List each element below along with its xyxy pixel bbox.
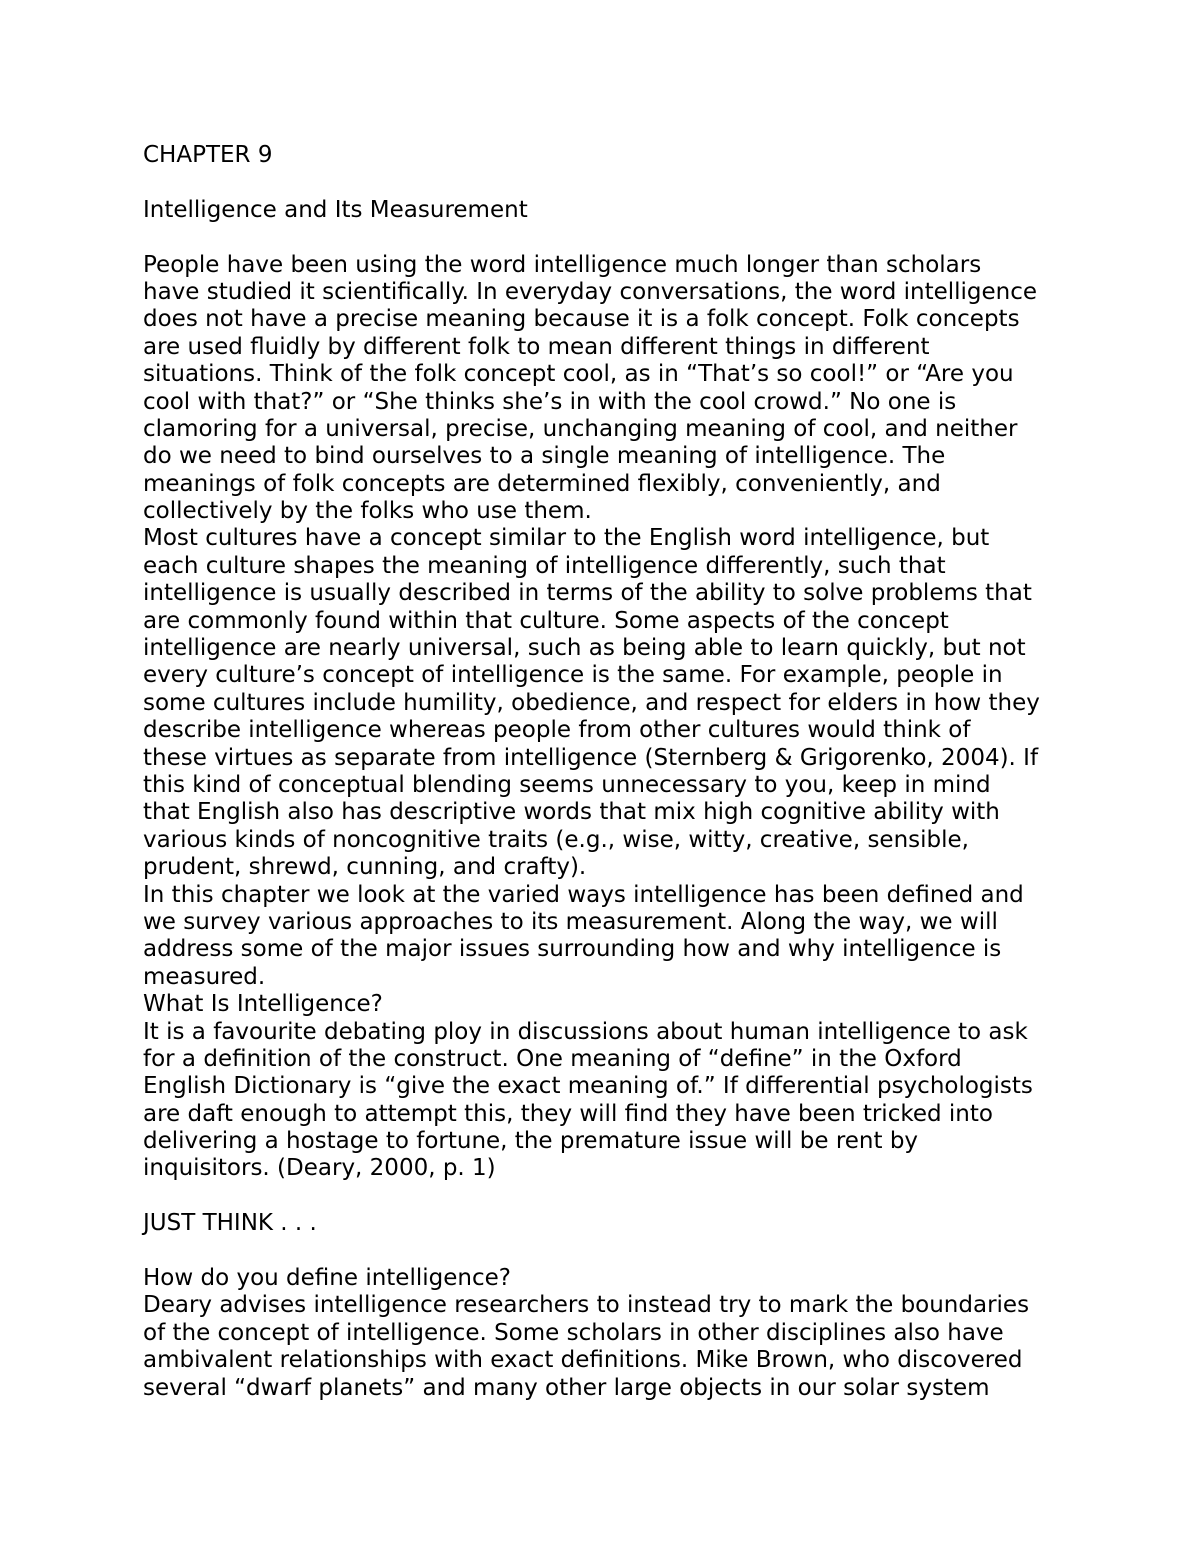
blank-line — [143, 1238, 1083, 1265]
paragraph-cultures — [143, 525, 1083, 881]
paragraph-line: People have been using the word intelligence much longer than scholars — [143, 251, 982, 278]
paragraph-line: Deary advises intelligence researchers to instead try to mark the boundaries — [143, 1292, 1030, 1319]
paragraph-line: meanings of folk concepts are determined flexibly, conveniently, and — [143, 470, 941, 497]
paragraph-chapter-overview — [143, 882, 1083, 992]
paragraph-line: this kind of conceptual blending seems unnecessary to you, keep in mind — [143, 771, 991, 798]
just-think-question: How do you define intelligence? — [143, 1265, 511, 1292]
section-heading: What Is Intelligence? — [143, 991, 383, 1018]
document-body — [143, 142, 1083, 1402]
paragraph-line: ambivalent relationships with exact definitions. Mike Brown, who discovered — [143, 1347, 1023, 1374]
quote-line: are daft enough to attempt this, they will find they have been tricked into — [143, 1100, 993, 1127]
paragraph-line: do we need to bind ourselves to a single meaning of intelligence. The — [143, 443, 946, 470]
paragraph-line: In this chapter we look at the varied ways intelligence has been defined and — [143, 881, 1024, 908]
paragraph-line: does not have a precise meaning because it is a folk concept. Folk concepts — [143, 306, 1020, 333]
paragraph-line: several “dwarf planets” and many other large objects in our solar system — [143, 1374, 990, 1401]
paragraph-line: are commonly found within that culture. Some aspects of the concept — [143, 607, 949, 634]
paragraph-line: of the concept of intelligence. Some scholars in other disciplines also have — [143, 1319, 1004, 1346]
just-think-heading: JUST THINK . . . — [143, 1210, 317, 1237]
quote-line: It is a favourite debating ploy in discussions about human intelligence to ask — [143, 1018, 1028, 1045]
paragraph-line: clamoring for a universal, precise, unchanging meaning of cool, and neither — [143, 415, 1018, 442]
paragraph-line: some cultures include humility, obedience, and respect for elders in how they — [143, 689, 1040, 716]
paragraph-boundaries — [143, 1292, 1083, 1402]
chapter-title: Intelligence and Its Measurement — [143, 196, 528, 223]
block-quote — [143, 1019, 1083, 1183]
paragraph-line: cool with that?” or “She thinks she’s in with the cool crowd.” No one is — [143, 388, 957, 415]
paragraph-line: address some of the major issues surrounding how and why intelligence is — [143, 936, 1002, 963]
quote-line: for a definition of the construct. One meaning of “define” in the Oxford — [143, 1045, 962, 1072]
paragraph-line: we survey various approaches to its measurement. Along the way, we will — [143, 908, 998, 935]
paragraph-line: collectively by the folks who use them. — [143, 498, 592, 525]
blank-line — [143, 224, 1083, 251]
paragraph-line: describe intelligence whereas people from other cultures would think of — [143, 717, 971, 744]
paragraph-line: intelligence are nearly universal, such as being able to learn quickly, but not — [143, 635, 1026, 662]
paragraph-line: situations. Think of the folk concept cool, as in “That’s so cool!” or “Are you — [143, 361, 1014, 388]
paragraph-line: every culture’s concept of intelligence is the same. For example, people in — [143, 662, 1003, 689]
paragraph-line: each culture shapes the meaning of intelligence differently, such that — [143, 552, 946, 579]
paragraph-line: that English also has descriptive words that mix high cognitive ability with — [143, 799, 1000, 826]
blank-line — [143, 1183, 1083, 1210]
paragraph-line: measured. — [143, 963, 266, 990]
paragraph-line: Most cultures have a concept similar to the English word intelligence, but — [143, 525, 990, 552]
quote-line: delivering a hostage to fortune, the premature issue will be rent by — [143, 1128, 919, 1155]
paragraph-line: prudent, shrewd, cunning, and crafty). — [143, 854, 587, 881]
paragraph-line: are used fluidly by different folk to mean different things in different — [143, 333, 930, 360]
paragraph-intro — [143, 252, 1083, 526]
chapter-heading: CHAPTER 9 — [143, 142, 273, 168]
paragraph-line: intelligence is usually described in terms of the ability to solve problems that — [143, 580, 1032, 607]
paragraph-line: various kinds of noncognitive traits (e.g., wise, witty, creative, sensible, — [143, 826, 969, 853]
quote-line: English Dictionary is “give the exact meaning of.” If differential psychologists — [143, 1073, 1033, 1100]
paragraph-line: these virtues as separate from intelligence (Sternberg & Grigorenko, 2004). If — [143, 744, 1039, 771]
paragraph-line: have studied it scientifically. In everyday conversations, the word intelligence — [143, 278, 1038, 305]
quote-line: inquisitors. (Deary, 2000, p. 1) — [143, 1155, 496, 1182]
blank-line — [143, 169, 1083, 196]
